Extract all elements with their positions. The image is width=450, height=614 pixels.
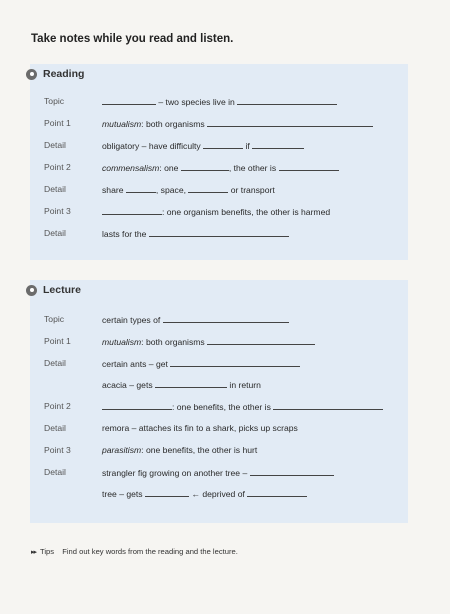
row-content: commensalism: one , the other is [102, 162, 339, 174]
row-content: lasts for the [102, 228, 289, 240]
answer-blank[interactable] [155, 379, 227, 388]
row-label: Detail [44, 228, 66, 238]
answer-blank[interactable] [273, 401, 383, 410]
reading-header [26, 68, 84, 80]
row-content: certain ants – get [102, 358, 300, 370]
reading-panel [30, 64, 408, 260]
row-label: Point 2 [44, 401, 71, 411]
row-content: acacia – gets in return [102, 380, 261, 390]
answer-blank[interactable] [181, 162, 229, 171]
row-content: mutualism: both organisms [102, 336, 315, 348]
answer-blank[interactable] [126, 184, 156, 193]
tips-text: Find out key words from the reading and the lecture. [62, 547, 238, 556]
answer-blank[interactable] [203, 140, 243, 149]
page-title: Take notes while you read and listen. [31, 33, 234, 45]
row-content: tree – gets ← deprived of [102, 488, 307, 500]
answer-blank[interactable] [250, 467, 334, 476]
row-label: Point 2 [44, 162, 71, 172]
row-content: certain types of [102, 314, 289, 326]
answer-blank[interactable] [102, 96, 156, 105]
tips-label: Tips [40, 547, 55, 556]
row-content: obligatory – have difficulty if [102, 140, 304, 152]
row-content: share , space, or transport [102, 185, 275, 195]
answer-blank[interactable] [163, 314, 289, 323]
row-label: Detail [44, 423, 66, 433]
answer-blank[interactable] [237, 96, 337, 105]
row-label: Point 3 [44, 445, 71, 455]
bullet-circle-icon [26, 69, 37, 80]
row-label: Detail [44, 140, 66, 150]
reading-heading: Reading [43, 68, 85, 80]
row-label: Detail [44, 467, 66, 477]
answer-blank[interactable] [207, 118, 373, 127]
lecture-panel [30, 280, 408, 523]
answer-blank[interactable] [170, 358, 300, 367]
answer-blank[interactable] [279, 162, 339, 171]
answer-blank[interactable] [188, 184, 228, 193]
answer-blank[interactable] [145, 488, 189, 497]
row-content: mutualism: both organisms [102, 118, 373, 130]
double-arrow-icon: ▸▸ [31, 549, 37, 556]
row-label: Point 1 [44, 118, 71, 128]
row-content: – two species live in [102, 96, 337, 108]
row-label: Detail [44, 184, 66, 194]
answer-blank[interactable] [102, 206, 162, 215]
row-label: Point 3 [44, 206, 71, 216]
answer-blank[interactable] [252, 140, 304, 149]
lecture-header [26, 284, 81, 296]
row-label: Detail [44, 358, 66, 368]
row-label: Point 1 [44, 336, 71, 346]
answer-blank[interactable] [207, 336, 315, 345]
bullet-circle-icon [26, 285, 37, 296]
row-label: Topic [44, 96, 65, 106]
answer-blank[interactable] [149, 228, 289, 237]
row-content: remora – attaches its fin to a shark, picks up scraps [102, 423, 298, 433]
row-label: Topic [44, 314, 65, 324]
answer-blank[interactable] [102, 401, 172, 410]
lecture-heading: Lecture [43, 284, 81, 296]
row-content: strangler fig growing on another tree – [102, 467, 334, 479]
answer-blank[interactable] [247, 488, 307, 497]
tips-line [31, 547, 238, 556]
row-content: parasitism: one benefits, the other is hurt [102, 445, 258, 455]
row-content: : one organism benefits, the other is harmed [102, 206, 330, 218]
row-content: : one benefits, the other is [102, 401, 383, 413]
